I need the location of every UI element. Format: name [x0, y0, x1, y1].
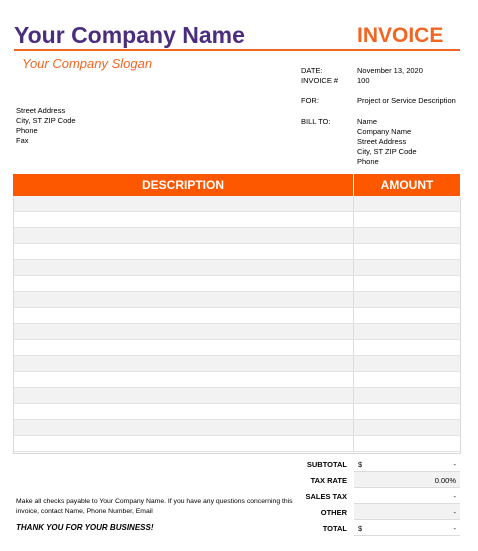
table-row — [13, 196, 460, 212]
totals-label: SUBTOTAL — [306, 460, 347, 469]
thank-you-text: THANK YOU FOR YOUR BUSINESS! — [16, 523, 154, 532]
table-row — [13, 404, 460, 420]
row-amount-cell[interactable] — [354, 388, 461, 404]
company-address — [16, 106, 76, 146]
row-amount-cell[interactable] — [354, 244, 461, 260]
row-description-cell[interactable] — [13, 404, 354, 420]
row-amount-cell[interactable] — [354, 340, 461, 356]
totals-value: - — [453, 492, 456, 501]
totals-label: TOTAL — [322, 524, 347, 533]
row-amount-cell[interactable] — [354, 260, 461, 276]
amount-header: AMOUNT — [354, 174, 461, 196]
row-description-cell[interactable] — [13, 324, 354, 340]
table-row — [13, 436, 460, 452]
row-description-cell[interactable] — [13, 276, 354, 292]
date-label: DATE: — [301, 66, 323, 75]
totals-label: TAX RATE — [310, 476, 347, 485]
row-amount-cell[interactable] — [354, 420, 461, 436]
row-description-cell[interactable] — [13, 228, 354, 244]
totals-value-cell[interactable] — [354, 472, 460, 488]
totals-label: OTHER — [320, 508, 347, 517]
company-slogan: Your Company Slogan — [22, 56, 153, 71]
totals-value: 0.00% — [434, 476, 456, 485]
bill-to-phone: Phone — [357, 157, 379, 166]
row-description-cell[interactable] — [13, 260, 354, 276]
totals-block — [300, 456, 460, 536]
address-phone: Phone — [16, 126, 38, 135]
bill-to-city: City, ST ZIP Code — [357, 147, 417, 156]
row-description-cell[interactable] — [13, 436, 354, 452]
invoice-title: INVOICE — [357, 24, 444, 47]
invoice-number-label: INVOICE # — [301, 76, 339, 85]
address-street: Street Address — [16, 106, 66, 115]
table-row — [13, 276, 460, 292]
totals-row — [300, 472, 460, 488]
address-city: City, ST ZIP Code — [16, 116, 76, 125]
row-amount-cell[interactable] — [354, 372, 461, 388]
description-header: DESCRIPTION — [13, 174, 354, 196]
row-amount-cell[interactable] — [354, 436, 461, 452]
table-row — [13, 324, 460, 340]
header-divider — [14, 49, 460, 51]
row-amount-cell[interactable] — [354, 276, 461, 292]
row-amount-cell[interactable] — [354, 212, 461, 228]
row-description-cell[interactable] — [13, 420, 354, 436]
table-row — [13, 372, 460, 388]
bill-to-block — [357, 117, 417, 167]
invoice-number-value: 100 — [357, 76, 370, 85]
totals-label: SALES TAX — [305, 492, 347, 501]
row-amount-cell[interactable] — [354, 308, 461, 324]
totals-row — [300, 488, 460, 504]
payment-note: Make all checks payable to Your Company Name. If you have any questions concerning this invoice, contact Name, Phone Number, Email — [16, 498, 293, 515]
table-row — [13, 308, 460, 324]
totals-row — [300, 504, 460, 520]
for-value: Project or Service Description — [357, 96, 456, 105]
bill-to-street: Street Address — [357, 137, 407, 146]
row-description-cell[interactable] — [13, 196, 354, 212]
row-description-cell[interactable] — [13, 244, 354, 260]
totals-value-cell[interactable] — [354, 520, 460, 536]
totals-value-cell[interactable] — [354, 504, 460, 520]
row-amount-cell[interactable] — [354, 324, 461, 340]
for-label: FOR: — [301, 96, 319, 105]
totals-value: - — [453, 524, 456, 533]
row-amount-cell[interactable] — [354, 196, 461, 212]
totals-row — [300, 456, 460, 472]
row-amount-cell[interactable] — [354, 228, 461, 244]
currency-symbol: $ — [358, 524, 363, 533]
row-amount-cell[interactable] — [354, 292, 461, 308]
totals-value-cell[interactable] — [354, 488, 460, 504]
currency-symbol: $ — [358, 460, 363, 469]
row-amount-cell[interactable] — [354, 356, 461, 372]
bill-to-name: Name — [357, 117, 378, 126]
table-row — [13, 340, 460, 356]
table-row — [13, 388, 460, 404]
row-description-cell[interactable] — [13, 212, 354, 228]
table-row — [13, 420, 460, 436]
row-description-cell[interactable] — [13, 340, 354, 356]
row-amount-cell[interactable] — [354, 404, 461, 420]
totals-value: - — [453, 508, 456, 517]
table-row — [13, 356, 460, 372]
table-row — [13, 228, 460, 244]
table-row — [13, 244, 460, 260]
row-description-cell[interactable] — [13, 292, 354, 308]
row-description-cell[interactable] — [13, 356, 354, 372]
row-description-cell[interactable] — [13, 308, 354, 324]
row-description-cell[interactable] — [13, 372, 354, 388]
table-row — [13, 212, 460, 228]
date-value: November 13, 2020 — [357, 66, 423, 75]
row-description-cell[interactable] — [13, 388, 354, 404]
table-row — [13, 260, 460, 276]
address-fax: Fax — [16, 136, 29, 145]
bill-to-label: BILL TO: — [301, 117, 331, 126]
bill-to-company: Company Name — [357, 127, 412, 136]
company-name: Your Company Name — [14, 22, 245, 48]
totals-value-cell[interactable] — [354, 456, 460, 472]
table-row — [13, 292, 460, 308]
line-items-table — [13, 174, 460, 452]
totals-value: - — [453, 460, 456, 469]
totals-row — [300, 520, 460, 536]
